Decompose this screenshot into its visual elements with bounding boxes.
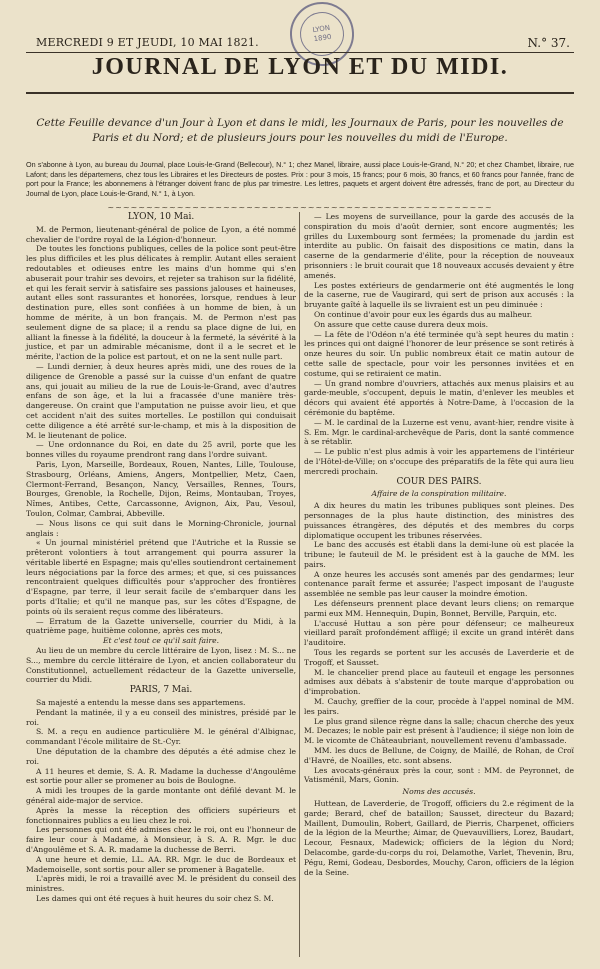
- article-paragraph: MM. les ducs de Bellune, de Coigny, de Maillé, de Rohan, de Croï d'Havré, de Noailles, etc. sont absens.: [304, 746, 574, 765]
- article-paragraph: A une heure et demie, LL. AA. RR. Mgr. le duc de Bordeaux et Mademoiselle, sont sortis pour aller se promener à Bagatelle.: [26, 854, 296, 874]
- issue-date: MERCREDI 9 ET JEUDI, 10 MAI 1821.: [36, 36, 259, 49]
- article-paragraph: Sa majesté a entendu la messe dans ses appartemens.: [36, 698, 246, 708]
- article-paragraph: L'accusé Huttau a son père pour défenseur; ce malheureux vieillard paraît profondément affligé; il excite un grand intérêt dans l'auditoire.: [304, 618, 574, 648]
- article-paragraph: On assure que cette cause durera deux mois.: [314, 319, 489, 329]
- dateline-paris: PARIS, 7 Mai.: [129, 685, 193, 696]
- masthead-subtitle: Cette Feuille devance d'un Jour à Lyon et dans le midi, les Journaux de Paris, pour les nouvelles de Paris et du Nord; et de plusieurs jours pour les nouvelles du midi de l'Europe.: [36, 117, 564, 144]
- article-paragraph: M. de Permon, lieutenant-général de police de Lyon, a été nommé chevalier de l'ordre royal de la Légion-d'honneur.: [26, 224, 296, 244]
- article-paragraph: Au lieu de un membre du cercle littéraire de Lyon, lisez : M. S... ne S..., membre du cercle littéraire de Lyon, et ancien collaborateur du Constitutionnel, actuellement rédacteur de la Gazette universelle, courrier du Midi.: [26, 646, 296, 685]
- issue-number: N.° 37.: [527, 36, 570, 50]
- article-paragraph: — Les moyens de surveillance, pour la garde des accusés de la conspiration du mois d'août dernier, sont encore augmentés; les grilles du Luxembourg sont fermées; la promenade du jardin est interdite au public. On faisait des dispositions ce matin, dans la caserne de la gendarmerie d'élite, pour la réception de nouveaux prisonniers : le bruit courait que 18 nouveaux accusés devaient y être amenés.: [304, 212, 574, 280]
- article-paragraph: — Le public n'est plus admis à voir les appartemens de l'intérieur de l'Hôtel-de-Ville; on s'occupe des préparatifs de la fête qui aura lieu mercredi prochain.: [304, 447, 574, 476]
- article-paragraph: M. le chancelier prend place au fauteuil et engage les personnes admises aux débats à s'abstenir de toute marque d'approbation ou d'improbation.: [304, 667, 574, 697]
- article-paragraph: Après la messe la réception des officiers supérieurs et fonctionnaires publics a eu lieu chez le roi.: [26, 805, 296, 825]
- article-paragraph: De toutes les fonctions publiques, celles de la police sont peut-être les plus difficiles et les plus délicates à remplir. Autant elles seraient redoutables et odieuses entre les mains d'un homme qui s'en abuserait pour trahir ses devoirs, et rejeter sa trahison sur la fidélité, et qui les ferait servir à satisfaire ses passions jalouses et haineuses, autant elles sont rassurantes et honorées, lorsque, rendues à leur destination pure, elles sont confiées à un homme de bien, à un homme de mérite, à un bon français. M. de Permon n'est pas seulement digne de sa place; il a rendu sa place digne de lui, en alliant la finesse à la fidélité, la douceur à la fermeté, la sévérité à la justice, et par un admirable mécanisme, dont il a le secret et le mérite, l'action de la police est partout, et on ne la sent nulle part.: [26, 244, 296, 362]
- article-quote: Et c'est tout ce qu'il sait faire.: [102, 636, 220, 646]
- article-paragraph: Les personnes qui ont été admises chez le roi, ont eu l'honneur de faire leur cour à Madame, à Monsieur, à S. A. R. Mgr. le duc d'Angoulême et S. A. R. madame la duchesse de Berri.: [26, 825, 296, 854]
- section-subheading: Affaire de la conspiration militaire.: [371, 489, 507, 499]
- article-paragraph: A 11 heures et demie, S. A. R. Madame la duchesse d'Angoulême est sortie pour aller se promener au bois de Boulogne.: [26, 766, 296, 786]
- article-paragraph: M. Cauchy, greffier de la cour, procède à l'appel nominal de MM. les pairs.: [304, 697, 574, 716]
- header-rule-top: [26, 52, 574, 53]
- ornamental-divider: ~~~~~~~~~~~~~~~~~~~~~~~~~~~~~~~~~~~~~~~~~~~~~~~~~~: [107, 203, 493, 212]
- article-paragraph: Tous les regards se portent sur les accusés de Laverderie et de Trogoff, et Sausset.: [304, 648, 574, 667]
- section-heading-cour-des-pairs: COUR DES PAIRS.: [396, 476, 482, 487]
- dateline-lyon: LYON, 10 Mai.: [127, 212, 195, 222]
- article-paragraph: Une députation de la chambre des députés a été admise chez le roi.: [26, 747, 296, 766]
- article-paragraph: A onze heures les accusés sont amenés par des gendarmes; leur contenance paraît ferme et assurée; l'aspect imposant de l'auguste assemblée ne semble pas leur causer la moindre émotion.: [304, 569, 574, 599]
- right-column: [304, 212, 574, 877]
- stamp-line2: 1890: [313, 32, 332, 44]
- article-paragraph: Huttean, de Laverderie, de Trogoff, officiers du 2.e régiment de la garde; Berard, chef de bataillon; Sausset, directeur du Bazard; Maillent, Dumoulin, Robert, Gaillard, de Pierris, Charpenet, officiers de la légion de la Meurthe; Aimar, de Quevauvilliers, Lorez, Baudart, Lecour, Fesnaux, Madewick; officiers de la légion du Nord; Delacombe, garde-du-corps du roi, Delamothe, Varlet, Thevenin, Bru, Pégu, Remi, Godeau, Desbordes, Mouchy, Caron, officiers de la légion de la Seine.: [304, 799, 574, 877]
- masthead-title: JOURNAL DE LYON ET DU MIDI.: [91, 54, 509, 80]
- article-paragraph: — Nous lisons ce qui suit dans le Morning-Chronicle, journal anglais :: [26, 518, 296, 538]
- subscription-notice: On s'abonne à Lyon, au bureau du Journal, place Louis-le-Grand (Bellecour), N.° 1; chez Manel, libraire, aussi place Louis-le-Grand, N.° 20; et chez Chambet, libraire, rue Lafont; dans les départemens, chez tous les Libraires et les Directeurs de postes. Prix : pour 3 mois, 15 francs; pour 6 mois, 30 francs, et 60 francs pour l'année, franc de port pour la France; les abonnemens à l'étranger doivent franc de plus par trimestre. Les lettres, paquets et argent doivent être adressés, franc de port, au Directeur du Journal de Lyon, place Louis-le-Grand, N.° 1, à Lyon.: [26, 160, 574, 198]
- article-paragraph: Le banc des accusés est établi dans la demi-lune où est placée la tribune; le fauteuil de M. le président est à la gauche de MM. les pairs.: [304, 540, 574, 569]
- article-paragraph: — Erratum de la Gazette universelle, courrier du Midi, à la quatrième page, huitième colonne, après ces mots,: [26, 616, 296, 636]
- article-paragraph: On continue d'avoir pour eux les égards dus au malheur.: [314, 309, 533, 319]
- article-paragraph: — M. le cardinal de la Luzerne est venu, avant-hier, rendre visite à S. Em. Mgr. le cardinal-archevêque de Paris, dont la santé commence à se rétablir.: [304, 417, 574, 447]
- header-rule-bottom: [26, 92, 574, 94]
- article-paragraph: Paris, Lyon, Marseille, Bordeaux, Rouen, Nantes, Lille, Toulouse, Strasbourg, Orléans, Amiens, Angers, Montpellier, Metz, Caen, Clermont-Ferrand, Besançon, Nancy, Versailles, Rennes, Tours, Bourges, Grenoble, la Rochelle, Dijon, Reims, Montauban, Troyes, Nîmes, Antibes, Cette, Carcassonne, Avignon, Aix, Pau, Vesoul, Toulon, Colmar, Cambrai, Abbeville.: [26, 459, 296, 518]
- article-paragraph: L'après midi, le roi a travaillé avec M. le président du conseil des ministres.: [26, 874, 296, 894]
- article-paragraph: Les avocats-généraux près la cour, sont : MM. de Peyronnet, de Vatisménil, Mars, Gonin.: [304, 765, 574, 785]
- article-paragraph: — Une ordonnance du Roi, en date du 25 avril, porte que les bonnes villes du royaume prendront rang dans l'ordre suivant.: [26, 440, 296, 460]
- section-subheading-accused: Noms des accusés.: [402, 787, 476, 797]
- article-paragraph: Les défenseurs prennent place devant leurs cliens; on remarque parmi eux MM. Hennequin, Dupin, Bonnet, Berville, Parquin, etc.: [304, 599, 574, 618]
- article-paragraph: — Un grand nombre d'ouvriers, attachés aux menus plaisirs et au garde-meuble, s'occupent, depuis le matin, d'enlever les meubles et décors qui avaient été apportés à Notre-Dame, à l'occasion de la cérémonie du baptême.: [304, 378, 574, 417]
- stamp-line1: LYON: [312, 23, 331, 35]
- article-paragraph: A midi les troupes de la garde montante ont défilé devant M. le général aide-major de service.: [26, 786, 296, 806]
- article-paragraph: Le plus grand silence règne dans la salle; chacun cherche des yeux M. Decazes; le noble pair est présent à l'audience; il siége non loin de M. le vicomte de Châteaubriant, nouvellement revenu d'ambassade.: [304, 716, 574, 746]
- article-paragraph: S. M. a reçu en audience particulière M. le général d'Albignac, commandant l'école militaire de St.-Cyr.: [26, 727, 296, 747]
- article-paragraph: A dix heures du matin les tribunes publiques sont pleines. Des personnages de la plus haute distinction, des ministres des puissances étrangères, des députés et des membres du corps diplomatique occupent les tribunes réservées.: [304, 501, 574, 540]
- article-paragraph: — Lundi dernier, à deux heures après midi, une des roues de la diligence de Grenoble a passé sur la cuisse d'un enfant de quatre ans, qui jouait au milieu de la rue de Louis-le-Grand, avec d'autres enfans de son âge, et la lui a fracassée d'une manière très-dangereuse. On craint que l'amputation ne puisse avoir lieu, et que cet accident n'ait des suites mortelles. Le postillon qui conduisait cette diligence a été arrêté sur-le-champ, et mis à la disposition de M. le lieutenant de police.: [26, 361, 296, 440]
- article-paragraph: Les postes extérieurs de gendarmerie ont été augmentés le long de la caserne, rue de Vaugirard, qui sert de prison aux accusés : la bruyante gaîté à laquelle ils se livraient est un peu diminuée :: [304, 280, 574, 310]
- left-column: [26, 212, 296, 904]
- article-paragraph: — La fête de l'Odéon n'a été terminée qu'à sept heures du matin : les princes qui ont daigné l'honorer de leur présence se sont retirés à onze heures du soir. Un public nombreux était ce matin autour de cette salle de spectacle, pour voir les personnes invitées et en costume, qui se retiraient ce matin.: [304, 329, 574, 378]
- column-divider: [299, 212, 300, 957]
- article-paragraph: Pendant la matinée, il y a eu conseil des ministres, présidé par le roi.: [26, 707, 296, 727]
- article-paragraph: Les dames qui ont été reçues à huit heures du soir chez S. M.: [36, 893, 274, 903]
- article-paragraph: « Un journal ministériel prétend que l'Autriche et la Russie se prêteront volontiers à tout arrangement qui pourra assurer la véritable liberté en Espagne; mais qu'elles soutiendront certainement leurs négociations par la force des armes; et que, si ces puissances rencontraient quelques difficultés pour s'approcher des frontières d'Espagne, par terre, il leur serait facile de s'embarquer dans les ports d'Italie; et qu'il ne manque pas, sur les côtes d'Espagne, de points où ils seraient reçus comme des libérateurs.: [26, 538, 296, 616]
